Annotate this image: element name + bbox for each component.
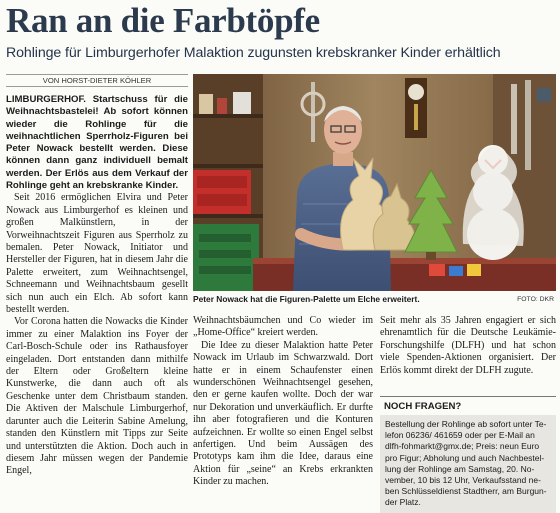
paint-pot — [467, 264, 481, 276]
byline: VON HORST-DIETER KÖHLER — [6, 74, 188, 87]
body-paragraph: Vor Corona hatten die Nowacks die Kinder immer zu einer Malaktion ins Foyer der Carl-Bosch-Schule oder ins Rathausfoyer eingeladen. Dort entstanden dann mithilfe der Eltern oder Großeltern kleine Kunstwerke, die dann auch oft als Geschenke unter dem Christbaum standen. Die Aktiven der Malschule Limburgerhof, darunter auch die Leiterin Sabine Amelung, standen den Künstlern mit Tipps zur Seite und unterstützten die Aktion. Doch auch in diesem Jahr müssen wegen der Pandemie Engel, — [6, 316, 188, 477]
subheadline: Rohlinge für Limburgerhofer Malaktion zugunsten krebskranker Kinder erhältlich — [6, 45, 501, 61]
photo-caption — [193, 294, 556, 305]
headline: Ran an die Farbtöpfe — [6, 1, 320, 40]
caption-text: Peter Nowack hat die Figuren-Palette um Elche erweitert. — [193, 294, 420, 304]
lead-paragraph: LIMBURGERHOF. Startschuss für die Weihnachtsbastelei! Ab sofort können wieder die Rohlinge für die weihnachtlichen Sperrholz-Figuren bei Peter Nowack bestellt werden. Diese können dann ganz individuell bemalt werden. Der Erlös aus dem Verkauf der Rohlinge geht an krebskranke Kinder. — [6, 94, 188, 192]
info-box-body: Bestellung der Rohlinge ab sofort unter Telefon 06236/ 461659 oder per E-Mail an dlfh-fohmarkt@gmx.de; Preis: neun Euro pro Figur; Abholung und auch Nachbestellung der Rohlinge am Samstag, 20. November, 10 bis 12 Uhr, Verkaufsstand neben Schlüsseldienst Stadtherr, am Burgunder Platz. — [380, 415, 556, 513]
photo-credit: FOTO: DKR — [517, 296, 554, 303]
paint-pot — [429, 264, 445, 276]
body-paragraph: Seit mehr als 35 Jahren engagiert er sich ehrenamtlich für die Deutsche Leukämie-Forschungshilfe (DLFH) und hat schon viele Spenden-Aktionen organisiert. Der Erlös kommt direkt der DLFH zugute. — [380, 315, 556, 376]
workshop-scene-illustration — [193, 74, 556, 291]
paint-pot — [449, 266, 463, 276]
article-column-3 — [380, 315, 556, 377]
body-paragraph: Seit 2016 ermöglichen Elvira und Peter Nowack aus Limburgerhof es kleinen und großen Malkünstlern, in der Vorweihnachtszeit Figuren aus Sperrholz zu bemalen. Peter Nowack, Initiator und Hersteller der Figuren, hat in diesem Jahr die Palette erweitert, zum Weihnachtsengel, Schneemann und Weihnachtsbaum gesellt sich nun auch ein Elch. Ab sofort kann bestellt werden. — [6, 192, 188, 316]
article-column-2 — [193, 315, 373, 489]
body-paragraph: Die Idee zu dieser Malaktion hatte Peter Nowack im Urlaub im Schwarzwald. Dort hatte er in einem Schaufenster einen wunderschönen Weihnachtsengel gesehen, den er gerne kaufen wollte. Doch der war nur Dekoration und unverkäuflich. Er durfte ihn aber fotografieren und die Konturen aufzeichnen. Er wollte so einen Engel selbst anfertigen. Und beim Aussägen des Prototyps kam ihm die Idee, daraus eine Aktion für „seine“ an Krebs erkrankten Kinder zu machen. — [193, 339, 373, 488]
info-box — [380, 396, 556, 513]
body-paragraph: Weihnachtsbäumchen und Co wieder im „Home-Office“ kreiert werden. — [193, 315, 373, 339]
info-box-title: NOCH FRAGEN? — [380, 396, 556, 413]
article-photo — [193, 74, 556, 291]
article-column-1 — [6, 94, 188, 478]
